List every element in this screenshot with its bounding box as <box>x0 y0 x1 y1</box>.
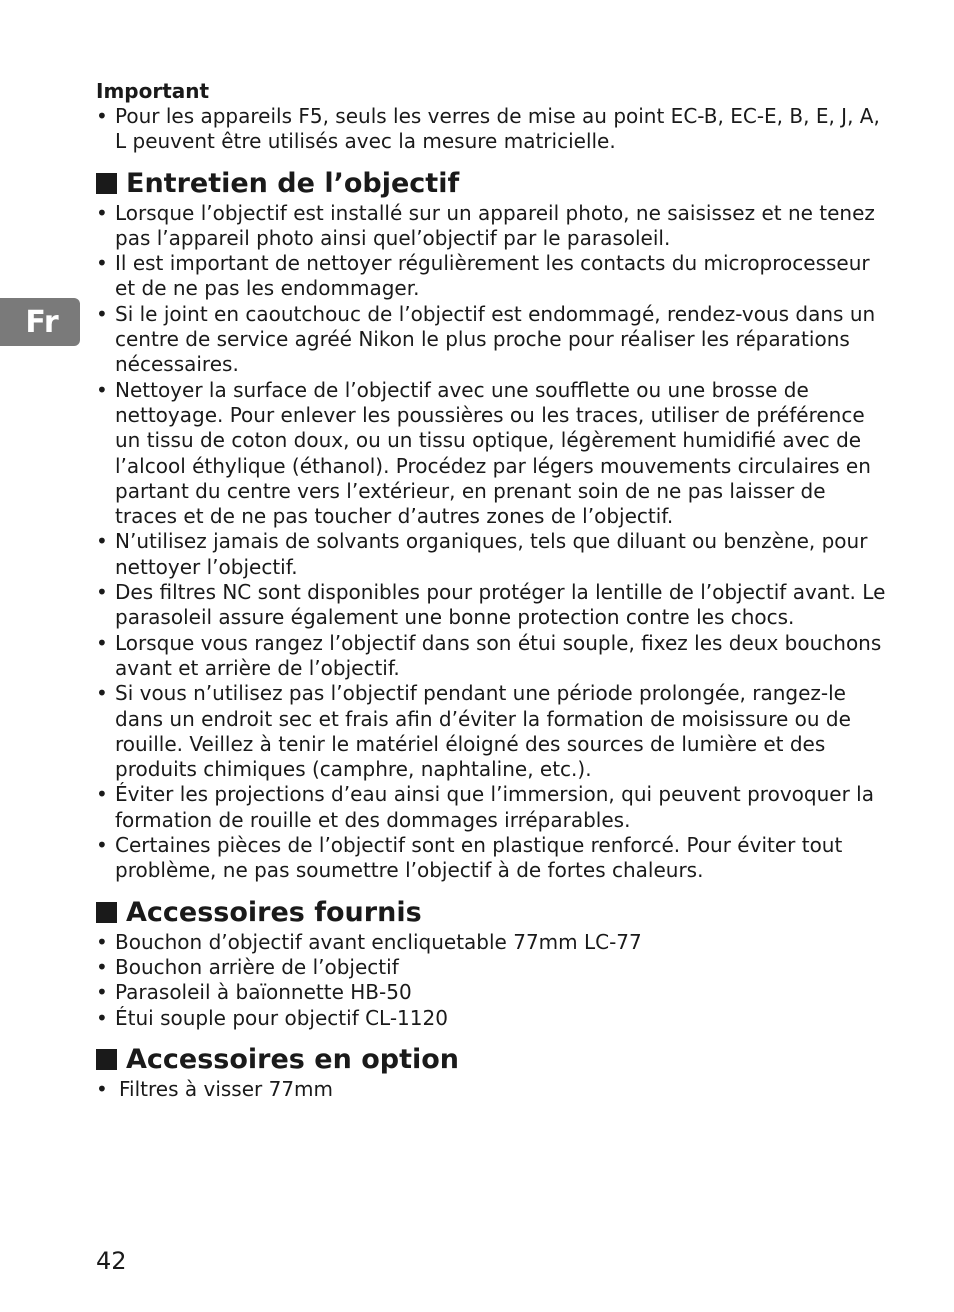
list-item: • Bouchon arrière de l’objectif <box>96 955 886 980</box>
list-item: • N’utilisez jamais de solvants organiques, tels que diluant ou benzène, pour nettoyer l’objectif. <box>96 529 886 580</box>
important-title: Important <box>96 79 210 103</box>
section-heading-maintenance <box>96 167 886 201</box>
optional-list <box>96 1077 886 1102</box>
maintenance-list <box>96 201 886 884</box>
list-item: • Lorsque l’objectif est installé sur un appareil photo, ne saisissez et ne tenez pas l’appareil photo ainsi quel’objectif par le parasoleil. <box>96 201 886 252</box>
language-tab <box>0 298 80 346</box>
list-item: • Certaines pièces de l’objectif sont en plastique renforcé. Pour éviter tout problème, ne pas soumettre l’objectif à de fortes chaleurs. <box>96 833 886 884</box>
square-bullet-icon <box>96 1049 117 1070</box>
list-item: • Parasoleil à baïonnette HB-50 <box>96 980 886 1005</box>
section-heading-label: Accessoires en option <box>126 1043 460 1075</box>
list-item: • Étui souple pour objectif CL-1120 <box>96 1006 886 1031</box>
list-item: • Il est important de nettoyer régulièrement les contacts du microprocesseur et de ne pas les endommager. <box>96 251 886 302</box>
list-item: • Si le joint en caoutchouc de l’objectif est endommagé, rendez-vous dans un centre de service agréé Nikon le plus proche pour réaliser les réparations nécessaires. <box>96 302 886 378</box>
list-item: • Lorsque vous rangez l’objectif dans son étui souple, fixez les deux bouchons avant et arrière de l’objectif. <box>96 631 886 682</box>
list-item: • Si vous n’utilisez pas l’objectif pendant une période prolongée, rangez-le dans un endroit sec et frais afin d’éviter la formation de moisissure ou de rouille. Veillez à tenir le matériel éloigné des sources de lumière et des produits chimiques (camphre, naphtaline, etc.). <box>96 681 886 782</box>
section-heading-label: Accessoires fournis <box>126 896 422 928</box>
page-number: 42 <box>96 1247 127 1275</box>
section-heading-label: Entretien de l’objectif <box>126 167 460 199</box>
square-bullet-icon <box>96 173 117 194</box>
list-item: • Bouchon d’objectif avant encliquetable 77mm LC-77 <box>96 930 886 955</box>
supplied-list <box>96 930 886 1031</box>
list-item: • Pour les appareils F5, seuls les verres de mise au point EC-B, EC-E, B, E, J, A, L peuvent être utilisés avec la mesure matricielle. <box>96 104 886 155</box>
important-list <box>96 104 886 155</box>
list-item: • Éviter les projections d’eau ainsi que l’immersion, qui peuvent provoquer la formation de rouille et des dommages irréparables. <box>96 782 886 833</box>
section-heading-supplied <box>96 896 886 930</box>
list-item: • Filtres à visser 77mm <box>96 1077 886 1102</box>
list-item: • Nettoyer la surface de l’objectif avec une soufflette ou une brosse de nettoyage. Pour enlever les poussières ou les traces, utiliser de préférence un tissu de coton doux, ou un tissu optique, légèrement humidifié avec de l’alcool éthylique (éthanol). Procédez par légers mouvements circulaires en partant du centre vers l’extérieur, en prenant soin de ne pas laisser de traces et de ne pas toucher d’autres zones de l’objectif. <box>96 378 886 530</box>
page-content <box>96 78 886 1102</box>
square-bullet-icon <box>96 902 117 923</box>
list-item: • Des filtres NC sont disponibles pour protéger la lentille de l’objectif avant. Le parasoleil assure également une bonne protection contre les chocs. <box>96 580 886 631</box>
language-tab-label: Fr <box>25 304 59 340</box>
section-heading-optional <box>96 1043 886 1077</box>
